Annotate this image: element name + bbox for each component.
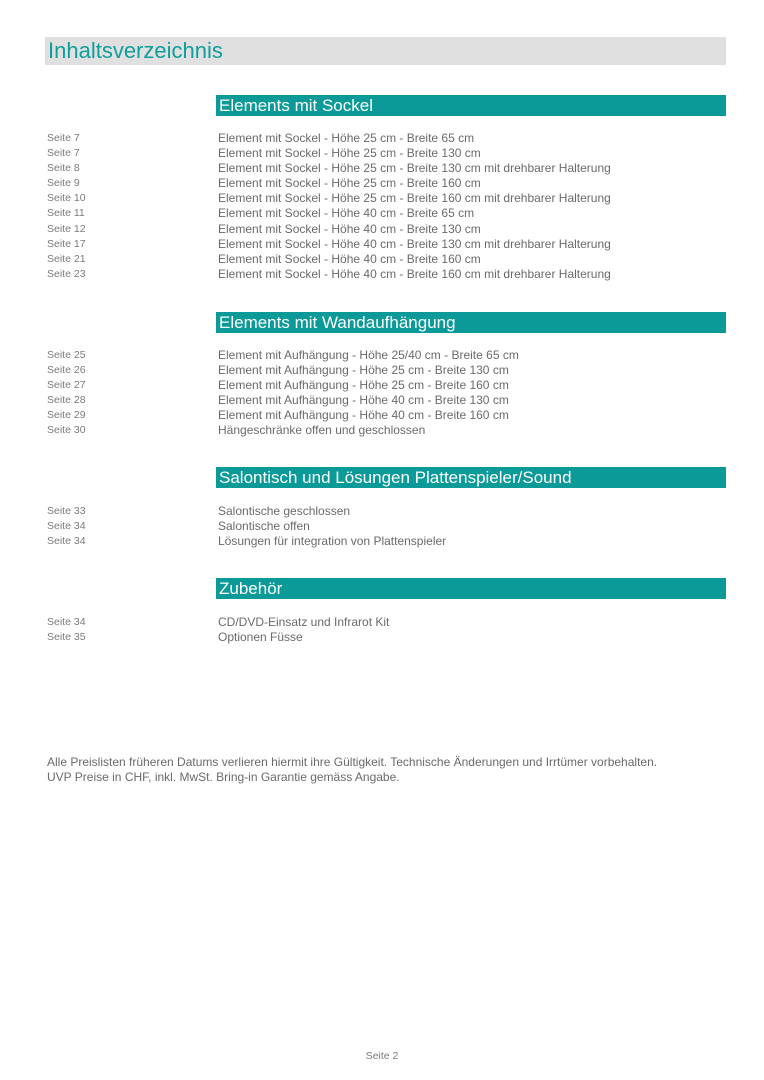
entry-text: Hängeschränke offen und geschlossen — [218, 423, 426, 438]
toc-entry[interactable] — [0, 206, 764, 221]
page-ref: Seite 26 — [47, 364, 86, 377]
page-ref: Seite 12 — [47, 222, 86, 235]
section-list — [0, 504, 764, 549]
section-list — [0, 348, 764, 439]
toc-entry[interactable] — [0, 378, 764, 393]
disclaimer-notes — [47, 755, 657, 785]
entry-text: Element mit Aufhängung - Höhe 25/40 cm - Breite 65 cm — [218, 348, 519, 362]
section-heading: Salontisch und Lösungen Plattenspieler/Sound — [216, 467, 726, 488]
section-heading: Zubehör — [216, 578, 726, 599]
entry-text: Salontische offen — [218, 519, 310, 534]
page-ref: Seite 28 — [47, 394, 86, 407]
toc-entry[interactable] — [0, 161, 764, 176]
page-ref: Seite 8 — [47, 162, 80, 175]
page-ref: Seite 23 — [47, 267, 86, 280]
page-ref: Seite 34 — [47, 616, 86, 628]
section-heading: Elements mit Sockel — [216, 95, 726, 116]
entry-text: Element mit Aufhängung - Höhe 40 cm - Breite 160 cm — [218, 408, 509, 423]
entry-text: Element mit Sockel - Höhe 25 cm - Breite 130 cm — [218, 146, 481, 161]
page-ref: Seite 7 — [47, 132, 80, 144]
entry-text: Element mit Sockel - Höhe 40 cm - Breite 130 cm — [218, 221, 481, 236]
toc-entry[interactable] — [0, 534, 764, 549]
toc-entry[interactable] — [0, 131, 764, 146]
toc-entry[interactable] — [0, 222, 764, 237]
entry-text: Salontische geschlossen — [218, 504, 351, 518]
section-heading: Elements mit Wandaufhängung — [216, 312, 726, 333]
page-ref: Seite 30 — [47, 424, 86, 437]
toc-entry[interactable] — [0, 504, 764, 519]
entry-text: Element mit Sockel - Höhe 25 cm - Breite 160 cm — [218, 176, 481, 191]
page-ref: Seite 35 — [47, 631, 86, 644]
disclaimer-line: Alle Preislisten früheren Datums verlieren hiermit ihre Gültigkeit. Technische Änderungen und Irrtümer vorbehalten. — [47, 755, 658, 769]
page-ref: Seite 25 — [47, 349, 86, 361]
page-ref: Seite 7 — [47, 147, 80, 160]
toc-entry[interactable] — [0, 423, 764, 438]
page-ref: Seite 21 — [47, 252, 86, 265]
toc-entry[interactable] — [0, 519, 764, 534]
toc-entry[interactable] — [0, 191, 764, 206]
toc-entry[interactable] — [0, 237, 764, 252]
section-list — [0, 131, 764, 282]
page-number: Seite 2 — [365, 1050, 399, 1062]
entry-text: Element mit Sockel - Höhe 40 cm - Breite 160 cm mit drehbarer Halterung — [218, 266, 611, 281]
page-ref: Seite 27 — [47, 379, 86, 392]
toc-entry[interactable] — [0, 146, 764, 161]
entry-text: Element mit Sockel - Höhe 25 cm - Breite 160 cm mit drehbarer Halterung — [218, 191, 611, 206]
page-ref: Seite 33 — [47, 505, 86, 517]
page-title: Inhaltsverzeichnis — [48, 38, 223, 63]
section-list — [0, 615, 764, 645]
page-ref: Seite 17 — [47, 237, 86, 250]
toc-entry[interactable] — [0, 630, 764, 645]
entry-text: Element mit Sockel - Höhe 25 cm - Breite 130 cm mit drehbarer Halterung — [218, 161, 611, 176]
page-ref: Seite 34 — [47, 520, 86, 533]
toc-entry[interactable] — [0, 176, 764, 191]
toc-entry[interactable] — [0, 348, 764, 363]
entry-text: CD/DVD-Einsatz und Infrarot Kit — [218, 615, 390, 629]
disclaimer-line: UVP Preise in CHF, inkl. MwSt. Bring-in Garantie gemäss Angabe. — [47, 770, 400, 784]
page-ref: Seite 34 — [47, 535, 86, 548]
page-ref: Seite 10 — [47, 192, 86, 205]
entry-text: Element mit Sockel - Höhe 40 cm - Breite 130 cm mit drehbarer Halterung — [218, 236, 611, 251]
entry-text: Element mit Sockel - Höhe 40 cm - Breite 160 cm — [218, 251, 481, 266]
entry-text: Element mit Sockel - Höhe 40 cm - Breite 65 cm — [218, 206, 475, 221]
toc-entry[interactable] — [0, 615, 764, 630]
entry-text: Element mit Aufhängung - Höhe 25 cm - Breite 130 cm — [218, 363, 509, 378]
page-ref: Seite 9 — [47, 177, 80, 190]
entry-text: Optionen Füsse — [218, 630, 303, 645]
entry-text: Element mit Sockel - Höhe 25 cm - Breite 65 cm — [218, 131, 475, 145]
toc-entry[interactable] — [0, 252, 764, 267]
toc-entry[interactable] — [0, 393, 764, 408]
entry-text: Lösungen für integration von Plattenspieler — [218, 534, 447, 549]
toc-entry[interactable] — [0, 267, 764, 282]
entry-text: Element mit Aufhängung - Höhe 40 cm - Breite 130 cm — [218, 393, 509, 408]
page-ref: Seite 29 — [47, 409, 86, 422]
toc-entry[interactable] — [0, 363, 764, 378]
toc-entry[interactable] — [0, 408, 764, 423]
toc-title-bar — [45, 37, 726, 65]
entry-text: Element mit Aufhängung - Höhe 25 cm - Breite 160 cm — [218, 378, 509, 393]
page-ref: Seite 11 — [47, 207, 85, 220]
